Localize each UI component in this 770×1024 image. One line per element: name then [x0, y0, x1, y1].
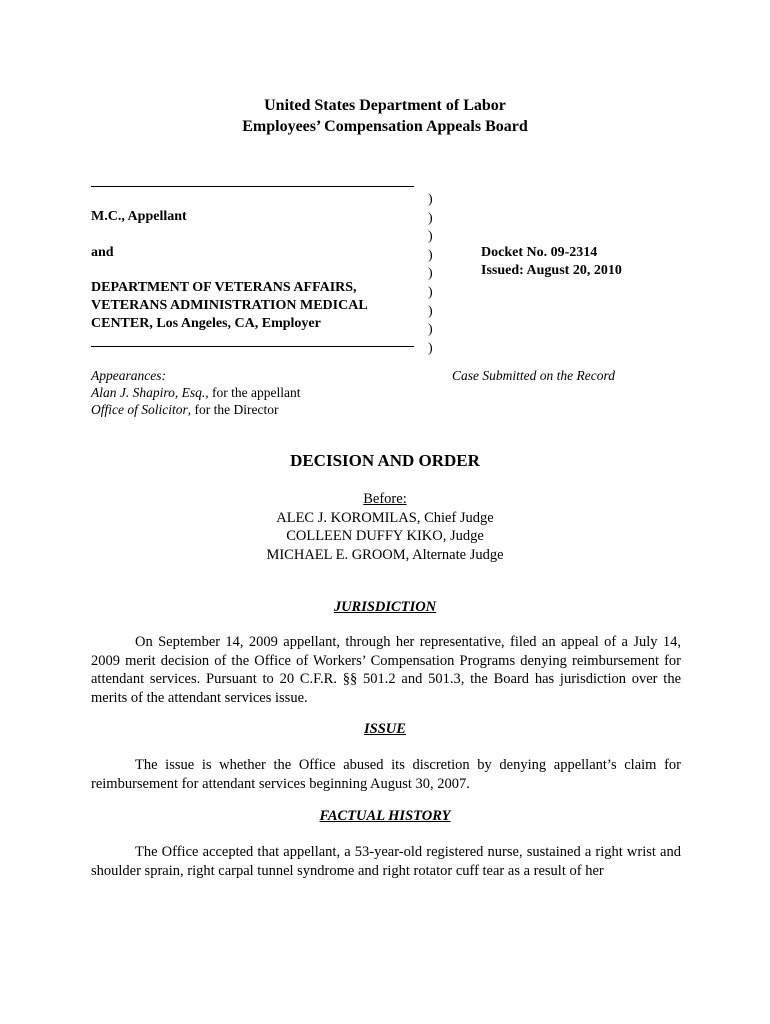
caption-top-rule — [91, 186, 414, 187]
appearances-heading: Appearances: — [91, 368, 166, 383]
employer-line-2: VETERANS ADMINISTRATION MEDICAL — [91, 298, 368, 313]
factual-history-paragraph: The Office accepted that appellant, a 53-year-old registered nurse, sustained a right wrist and shoulder sprain, right carpal tunnel syndrome and right rotator cuff tear as a result of her — [91, 844, 681, 879]
judge-1: ALEC J. KOROMILAS, Chief Judge — [276, 509, 494, 526]
panel-block — [0, 490, 770, 564]
before-label: Before: — [363, 491, 407, 507]
jurisdiction-heading: JURISDICTION — [333, 599, 437, 615]
issue-paragraph: The issue is whether the Office abused its discretion by denying appellant’s claim for reimbursement for attendant services beginning August 30, 2007. — [91, 757, 681, 792]
judge-3: MICHAEL E. GROOM, Alternate Judge — [266, 546, 504, 563]
agency-name: United States Department of Labor — [264, 97, 506, 114]
factual-history-heading: FACTUAL HISTORY — [319, 808, 451, 824]
case-submitted-note: Case Submitted on the Record — [452, 368, 615, 383]
employer-line-3: CENTER, Los Angeles, CA, Employer — [91, 316, 321, 331]
appellant-representative: Alan J. Shapiro, Esq., — [91, 385, 209, 400]
director-representative: Office of Solicitor — [91, 402, 188, 417]
jurisdiction-paragraph: On September 14, 2009 appellant, through her representative, filed an appeal of a July 14, 2009 merit decision of the Office of Workers’ Compensation Programs denying reimbursement for attendant services. Pursuant to 20 C.F.R. §§ 501.2 and 501.3, the Board has jurisdiction over the merits of the attendant services issue. — [91, 634, 681, 706]
representative-role: for the appellant — [208, 385, 301, 400]
caption-bottom-rule — [91, 346, 414, 347]
appearances-block — [91, 367, 300, 418]
decision-title: DECISION AND ORDER — [290, 451, 480, 470]
issue-heading: ISSUE — [364, 721, 406, 737]
appellant-name: M.C., Appellant — [91, 209, 187, 224]
director-role: , for the Director — [187, 402, 279, 417]
caption-and: and — [91, 245, 114, 260]
judge-2: COLLEEN DUFFY KIKO, Judge — [286, 528, 484, 544]
board-name: Employees’ Compensation Appeals Board — [242, 118, 528, 135]
caption-parentheses: ) ) ) ) ) ) ) ) ) — [428, 192, 433, 356]
employer-line-1: DEPARTMENT OF VETERANS AFFAIRS, — [91, 280, 357, 295]
docket-number: Docket No. 09-2314 — [481, 245, 598, 260]
issued-date: Issued: August 20, 2010 — [481, 263, 622, 278]
